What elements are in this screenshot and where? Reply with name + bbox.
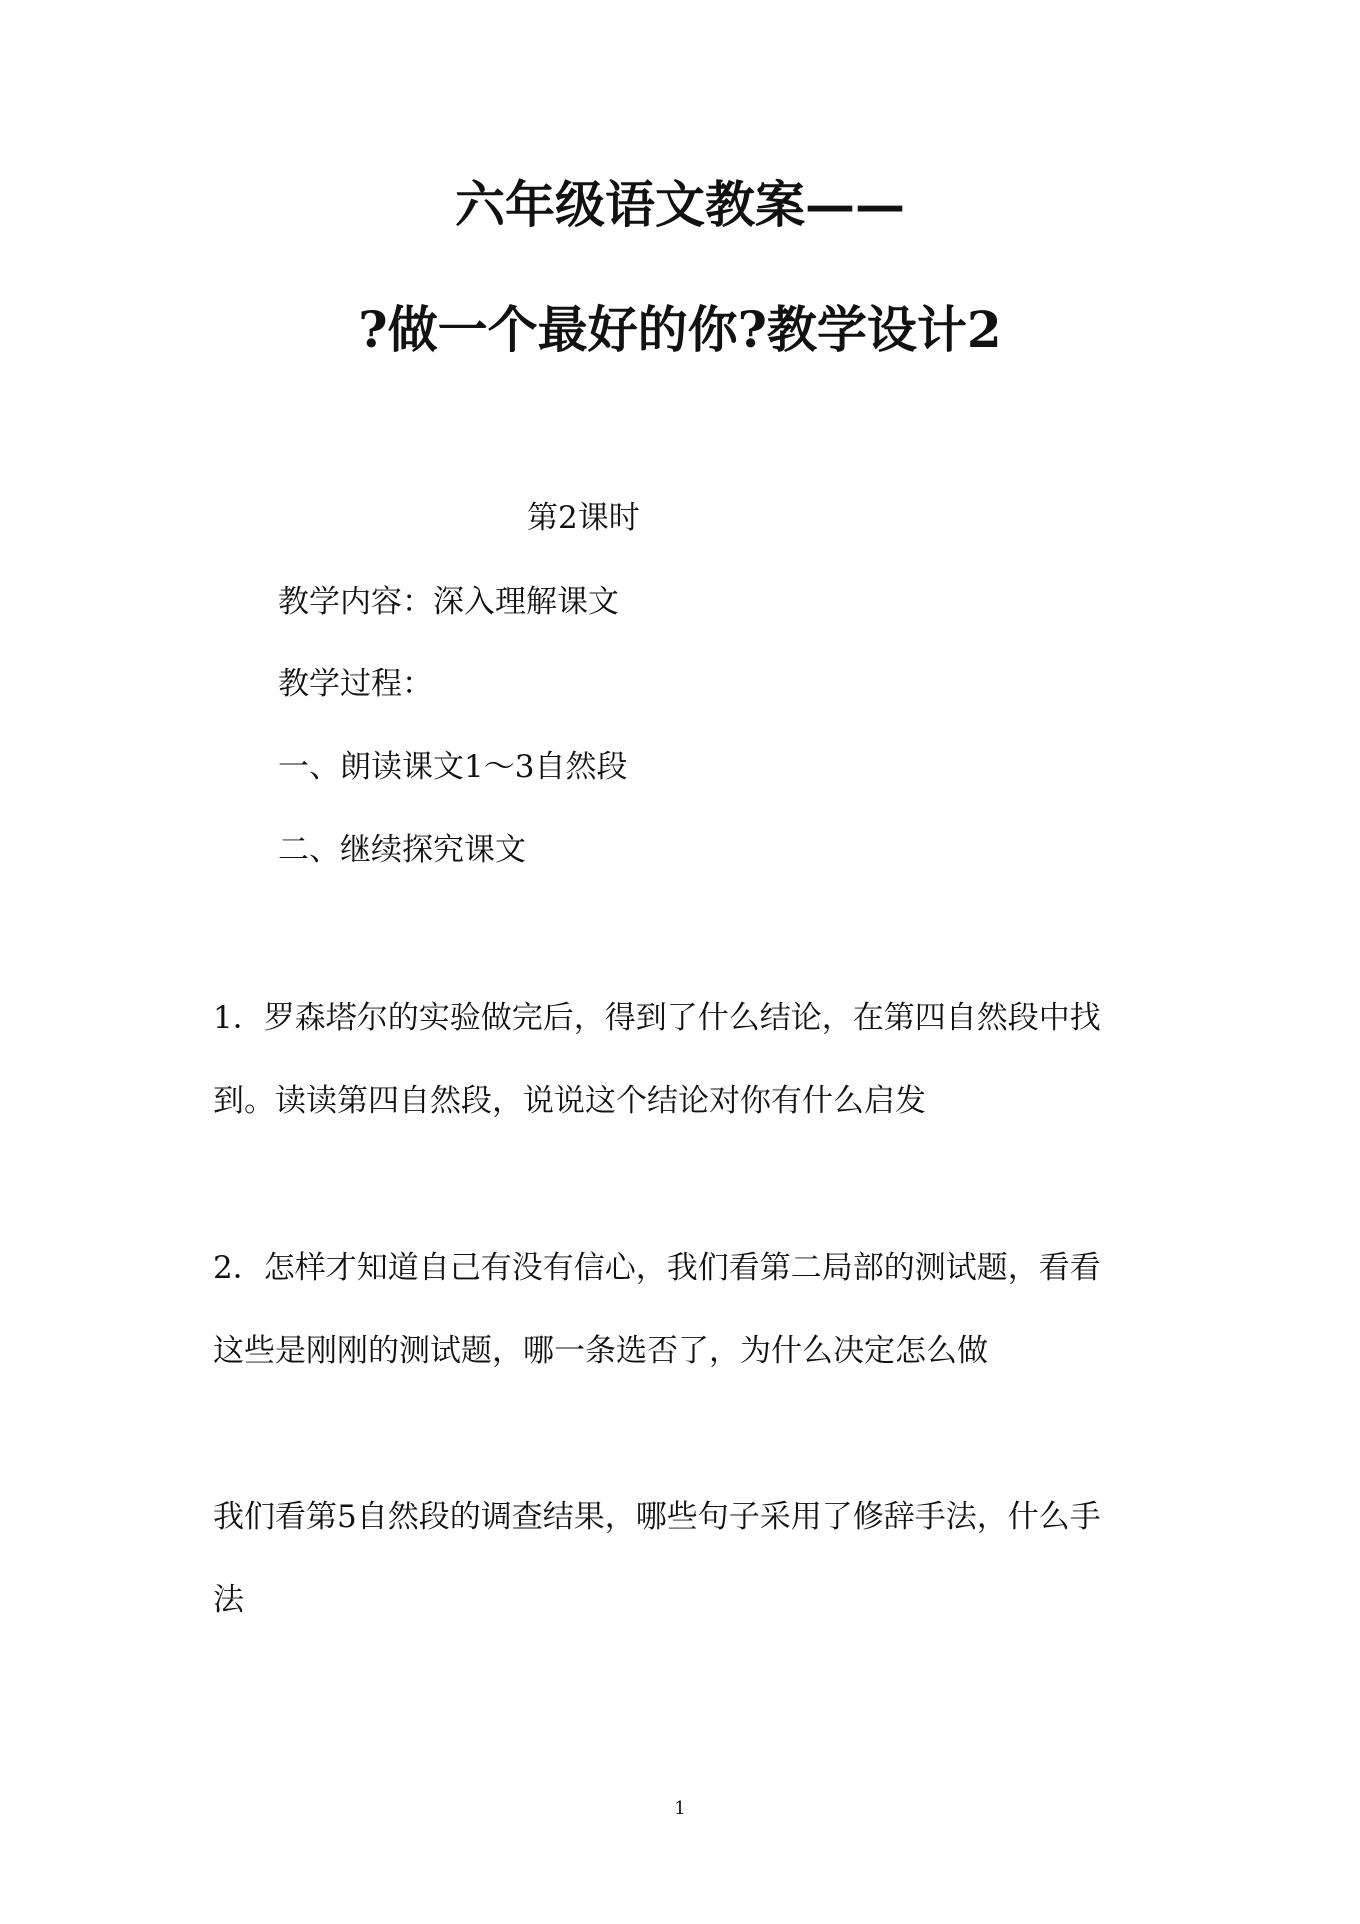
lesson-label: 第2课时 bbox=[527, 500, 640, 536]
step-two: 二、继续探究课文 bbox=[278, 832, 526, 868]
question-two-paragraph bbox=[213, 1248, 1138, 1371]
teaching-process-heading: 教学过程： bbox=[278, 666, 433, 702]
question-two-line2: 这些是刚刚的测试题，哪一条选否了，为什么决定怎么做 bbox=[213, 1333, 988, 1369]
question-one-line2: 到。读读第四自然段，说说这个结论对你有什么启发 bbox=[213, 1083, 926, 1119]
document-title-line1: 六年级语文教案—— bbox=[455, 175, 905, 234]
paragraph-three-line1: 我们看第5自然段的调查结果，哪些句子采用了修辞手法，什么手 bbox=[213, 1499, 1101, 1535]
document-title-line2: ?做一个最好的你?教学设计2 bbox=[358, 300, 1002, 359]
paragraph-three-line2: 法 bbox=[213, 1582, 244, 1618]
step-one: 一、朗读课文1～3自然段 bbox=[278, 749, 628, 785]
question-two-line1: 2．怎样才知道自己有没有信心，我们看第二局部的测试题，看看 bbox=[213, 1250, 1101, 1286]
question-one-paragraph bbox=[213, 998, 1138, 1121]
teaching-content: 教学内容：深入理解课文 bbox=[278, 584, 619, 620]
page-number: 1 bbox=[674, 1798, 686, 1819]
paragraph-three bbox=[213, 1497, 1138, 1620]
question-one-line1: 1．罗森塔尔的实验做完后，得到了什么结论，在第四自然段中找 bbox=[213, 1000, 1101, 1036]
